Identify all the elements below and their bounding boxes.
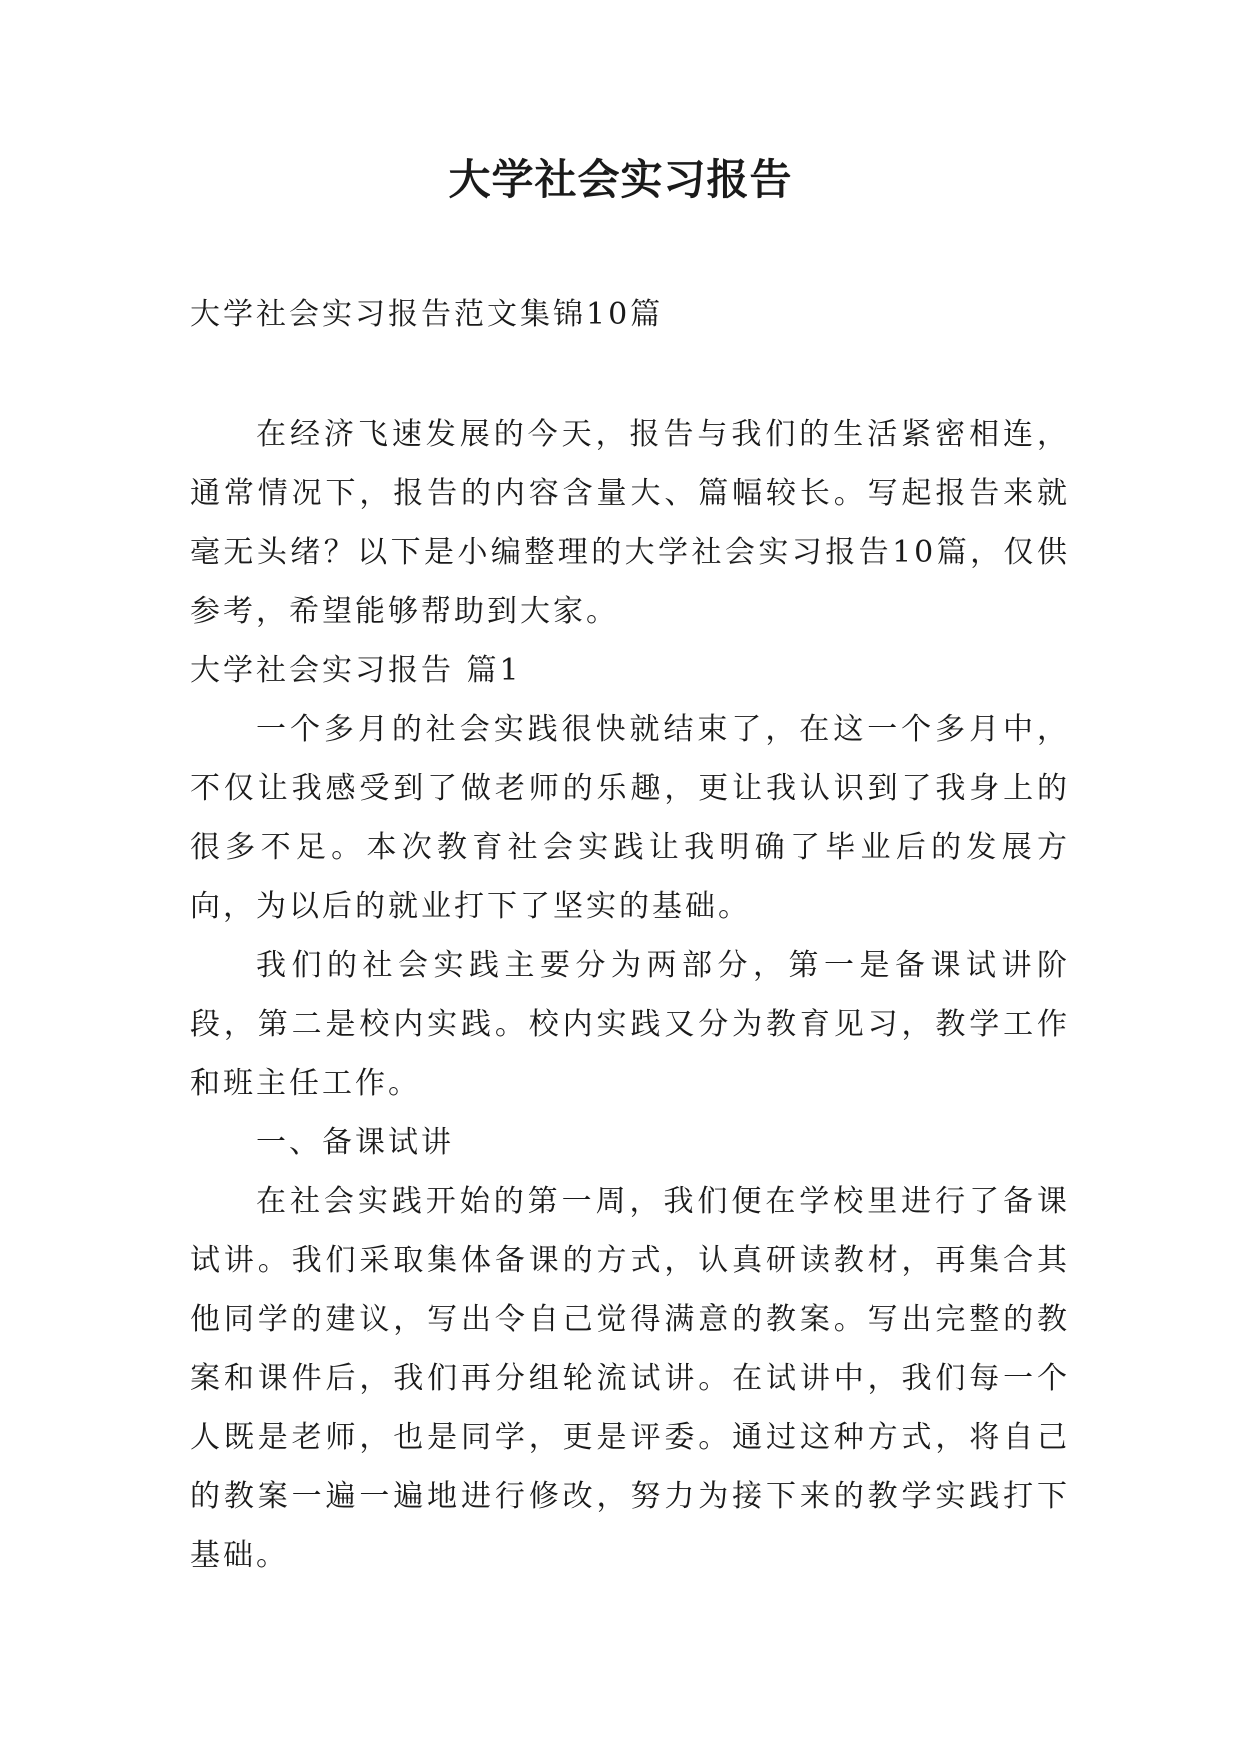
document-body — [190, 405, 1070, 1585]
document-subtitle: 大学社会实习报告范文集锦10篇 — [190, 297, 664, 332]
intro-paragraph: 在经济飞速发展的今天，报告与我们的生活紧密相连，通常情况下，报告的内容含量大、篇幅较长。写起报告来就毫无头绪？以下是小编整理的大学社会实习报告10篇，仅供参考，希望能够帮助到大家。 — [190, 417, 1070, 629]
document-title: 大学社会实习报告 — [448, 155, 793, 204]
subsection-heading: 一、备课试讲 — [256, 1125, 454, 1160]
body-paragraph: 我们的社会实践主要分为两部分，第一是备课试讲阶段，第二是校内实践。校内实践又分为教育见习，教学工作和班主任工作。 — [190, 948, 1070, 1101]
section-heading: 大学社会实习报告 篇1 — [190, 653, 522, 688]
body-paragraph: 一个多月的社会实践很快就结束了，在这一个多月中，不仅让我感受到了做老师的乐趣，更让我认识到了我身上的很多不足。本次教育社会实践让我明确了毕业后的发展方向，为以后的就业打下了坚实的基础。 — [190, 712, 1070, 924]
body-paragraph: 在社会实践开始的第一周，我们便在学校里进行了备课试讲。我们采取集体备课的方式，认真研读教材，再集合其他同学的建议，写出令自己觉得满意的教案。写出完整的教案和课件后，我们再分组轮流试讲。在试讲中，我们每一个人既是老师，也是同学，更是评委。通过这种方式，将自己的教案一遍一遍地进行修改，努力为接下来的教学实践打下基础。 — [190, 1184, 1070, 1573]
